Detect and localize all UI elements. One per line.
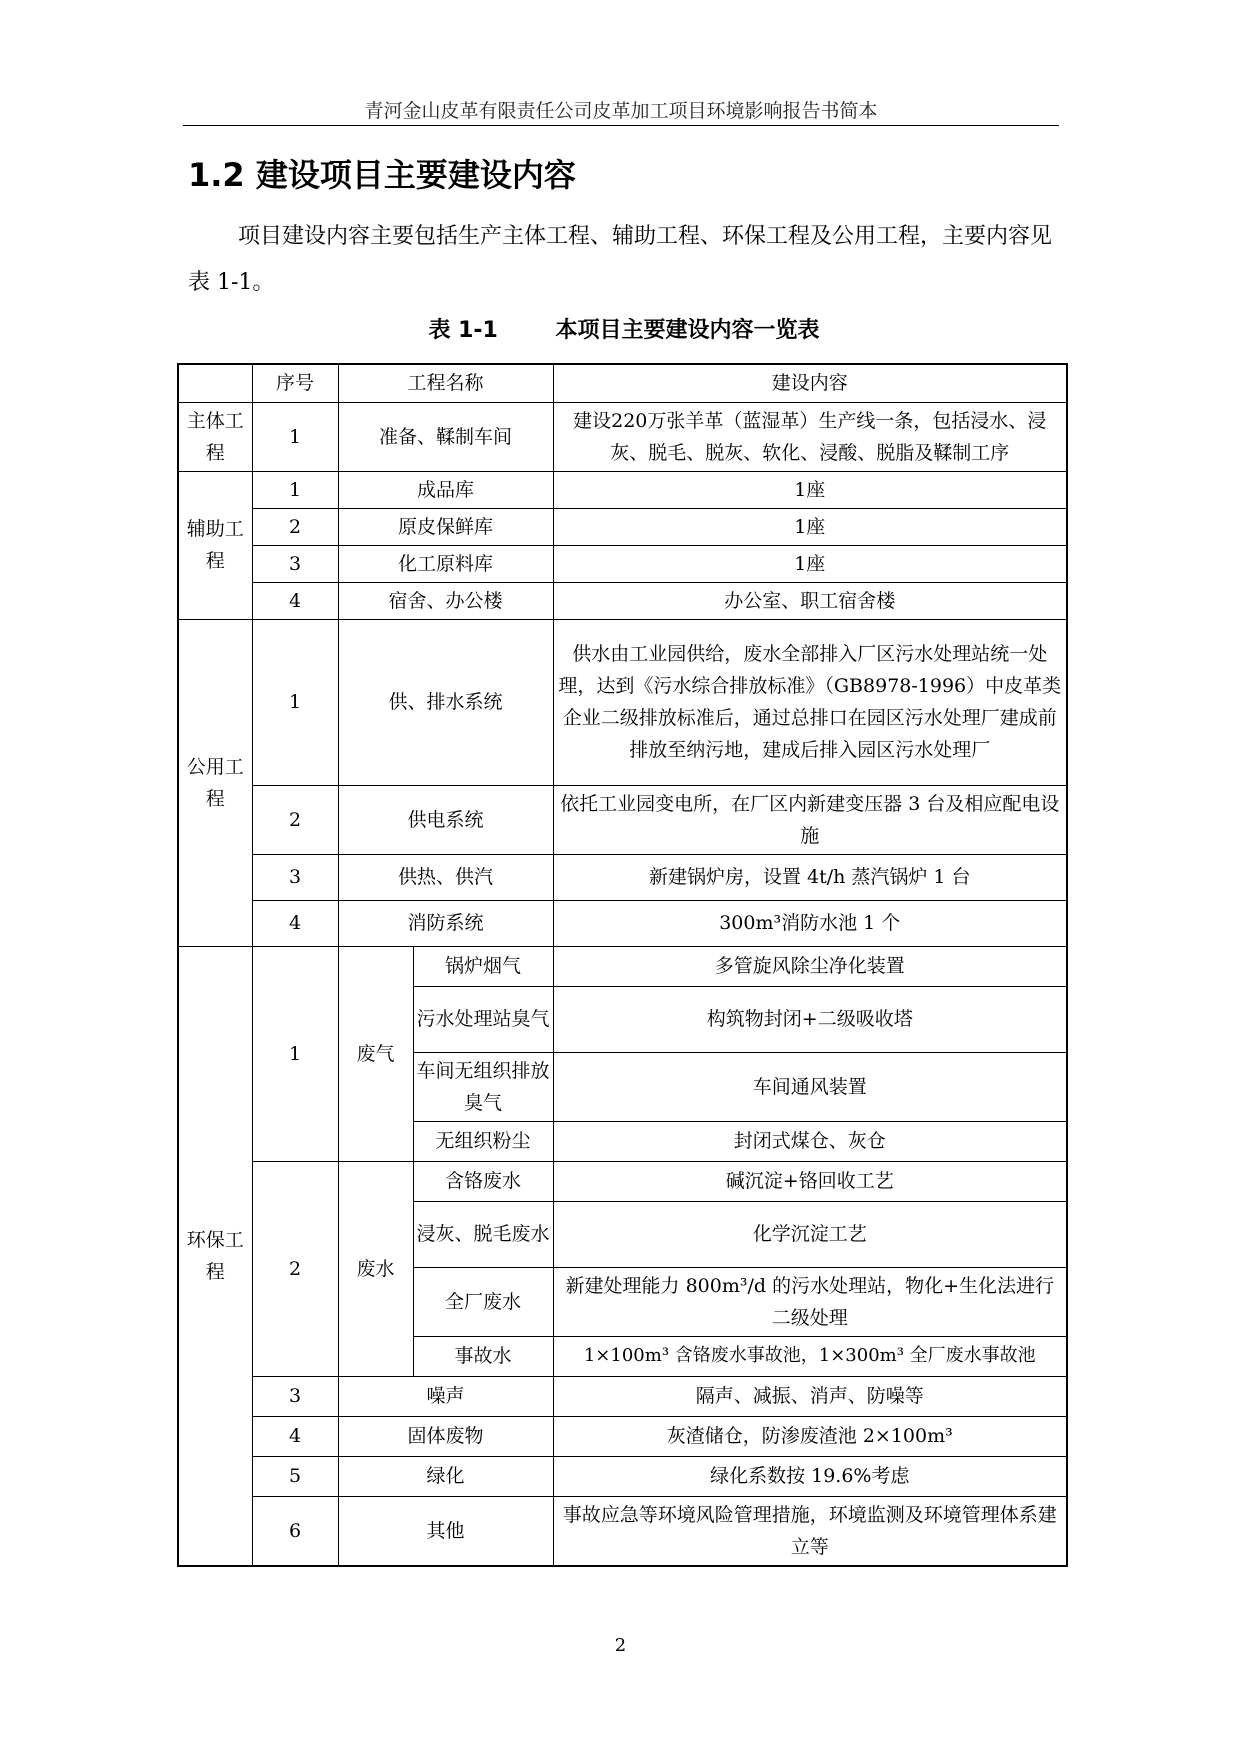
content-cell: 供水由工业园供给，废水全部排入厂区污水处理站统一处理，达到《污水综合排放标准》（GB8978-1996）中皮革类企业二级排放标准后，通过总排口在园区污水处理厂建成前排放至纳污地，建成后排入园区污水处理厂: [553, 619, 1067, 785]
table-row: [178, 619, 1067, 785]
seq-cell: 3: [252, 545, 338, 582]
section-title: 1.2 建设项目主要建设内容: [188, 156, 576, 194]
table-row: [178, 1416, 1067, 1456]
name-cell: 原皮保鲜库: [338, 508, 553, 545]
seq-cell: 1: [252, 619, 338, 785]
content-cell: 新建处理能力 800m³/d 的污水处理站，物化+生化法进行二级处理: [553, 1267, 1067, 1336]
name-cell: 供电系统: [338, 785, 553, 854]
name-cell: 准备、鞣制车间: [338, 402, 553, 471]
table-row: [178, 545, 1067, 582]
name-cell: 绿化: [338, 1456, 553, 1496]
name-cell: 成品库: [338, 471, 553, 508]
seq-cell: 5: [252, 1456, 338, 1496]
table-header-row: [178, 364, 1067, 402]
table-row: [178, 508, 1067, 545]
table-caption: [188, 313, 1060, 344]
content-cell: 建设220万张羊革（蓝湿革）生产线一条，包括浸水、浸灰、脱毛、脱灰、软化、浸酸、脱脂及鞣制工序: [553, 402, 1067, 471]
seq-cell: 6: [252, 1496, 338, 1566]
header-seq: 序号: [252, 364, 338, 402]
subcategory-cell: 废气: [338, 946, 413, 1161]
category-cell: 辅助工程: [178, 471, 252, 619]
category-cell: 环保工程: [178, 946, 252, 1566]
content-cell: 1座: [553, 508, 1067, 545]
content-cell: 灰渣储仓，防渗废渣池 2×100m³: [553, 1416, 1067, 1456]
content-cell: 隔声、减振、消声、防噪等: [553, 1376, 1067, 1416]
name-cell: 供、排水系统: [338, 619, 553, 785]
seq-cell: 1: [252, 946, 338, 1161]
section-paragraph: 项目建设内容主要包括生产主体工程、辅助工程、环保工程及公用工程，主要内容见表 1-1。: [188, 224, 1053, 295]
name-cell: 消防系统: [338, 900, 553, 946]
seq-cell: 4: [252, 900, 338, 946]
table-row: [178, 785, 1067, 854]
name-cell: 含铬废水: [413, 1161, 553, 1201]
content-cell: 事故应急等环境风险管理措施，环境监测及环境管理体系建立等: [553, 1496, 1067, 1566]
content-cell: 多管旋风除尘净化装置: [553, 946, 1067, 986]
category-cell: 公用工程: [178, 619, 252, 946]
table-row: [178, 1161, 1067, 1201]
table-row: [178, 900, 1067, 946]
content-cell: 绿化系数按 19.6%考虑: [553, 1456, 1067, 1496]
content-cell: 构筑物封闭+二级吸收塔: [553, 986, 1067, 1052]
name-cell: 化工原料库: [338, 545, 553, 582]
document-header: 青河金山皮革有限责任公司皮革加工项目环境影响报告书简本: [364, 100, 878, 122]
seq-cell: 4: [252, 1416, 338, 1456]
name-cell: 其他: [338, 1496, 553, 1566]
page-number: 2: [614, 1635, 627, 1656]
table-row: [178, 1456, 1067, 1496]
content-cell: 新建锅炉房，设置 4t/h 蒸汽锅炉 1 台: [553, 854, 1067, 900]
seq-cell: 3: [252, 1376, 338, 1416]
name-cell: 锅炉烟气: [413, 946, 553, 986]
table-row: [178, 946, 1067, 986]
header-content: 建设内容: [553, 364, 1067, 402]
content-cell: 1座: [553, 471, 1067, 508]
seq-cell: 1: [252, 402, 338, 471]
seq-cell: 4: [252, 582, 338, 619]
name-cell: 供热、供汽: [338, 854, 553, 900]
content-cell: 化学沉淀工艺: [553, 1201, 1067, 1267]
content-cell: 碱沉淀+铬回收工艺: [553, 1161, 1067, 1201]
seq-cell: 3: [252, 854, 338, 900]
seq-cell: 1: [252, 471, 338, 508]
table-row: [178, 854, 1067, 900]
seq-cell: 2: [252, 508, 338, 545]
seq-cell: 2: [252, 1161, 338, 1376]
name-cell: 全厂废水: [413, 1267, 553, 1336]
name-cell: 宿舍、办公楼: [338, 582, 553, 619]
name-cell: 污水处理站臭气: [413, 986, 553, 1052]
table-row: [178, 402, 1067, 471]
category-cell: 主体工程: [178, 402, 252, 471]
name-cell: 无组织粉尘: [413, 1121, 553, 1161]
header-rule: [183, 125, 1059, 126]
table-row: [178, 471, 1067, 508]
content-cell: 300m³消防水池 1 个: [553, 900, 1067, 946]
table-row: [178, 582, 1067, 619]
name-cell: 固体废物: [338, 1416, 553, 1456]
header-blank-cell: [178, 364, 252, 402]
name-cell: 噪声: [338, 1376, 553, 1416]
content-cell: 1座: [553, 545, 1067, 582]
name-cell: 事故水: [413, 1336, 553, 1376]
table-caption-title: 本项目主要建设内容一览表: [555, 318, 820, 343]
seq-cell: 2: [252, 785, 338, 854]
header-name: 工程名称: [338, 364, 553, 402]
content-cell: 车间通风装置: [553, 1052, 1067, 1121]
content-cell: 封闭式煤仓、灰仓: [553, 1121, 1067, 1161]
name-cell: 浸灰、脱毛废水: [413, 1201, 553, 1267]
subcategory-cell: 废水: [338, 1161, 413, 1376]
content-cell: 1×100m³ 含铬废水事故池，1×300m³ 全厂废水事故池: [553, 1336, 1067, 1376]
name-cell: 车间无组织排放臭气: [413, 1052, 553, 1121]
table-row: [178, 1376, 1067, 1416]
construction-content-table: [177, 363, 1068, 1567]
table-row: [178, 1496, 1067, 1566]
content-cell: 依托工业园变电所，在厂区内新建变压器 3 台及相应配电设施: [553, 785, 1067, 854]
table-caption-number: 表 1-1: [428, 318, 498, 343]
content-cell: 办公室、职工宿舍楼: [553, 582, 1067, 619]
